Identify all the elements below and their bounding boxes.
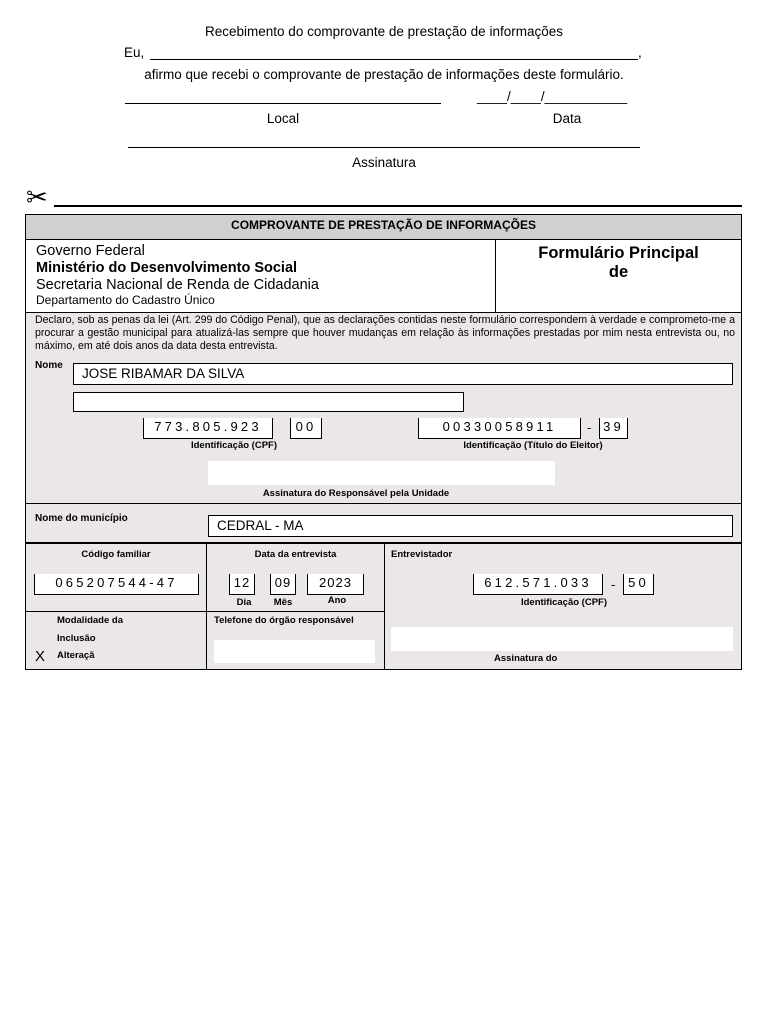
form-title-line1: Formulário Principal <box>538 244 699 262</box>
titulo-dv-field[interactable]: 39 <box>599 418 628 439</box>
secretaria-label: Secretaria Nacional de Renda de Cidadania <box>36 277 319 293</box>
alteracao-checkmark[interactable]: X <box>35 648 46 665</box>
departamento-label: Departamento do Cadastro Único <box>36 293 215 307</box>
eu-prefix: Eu, <box>124 45 145 60</box>
receipt-statement: afirmo que recebi o comprovante de prestação de informações deste formulário. <box>144 67 624 82</box>
alteracao-label[interactable]: Alteraçã <box>57 650 95 661</box>
entrevistador-cpf-dv-field[interactable]: 50 <box>623 574 654 595</box>
municipio-label: Nome do município <box>35 513 128 524</box>
entrevistador-cpf-label: Identificação (CPF) <box>520 597 608 608</box>
cpf-main-field[interactable]: 773.805.923 <box>143 418 273 439</box>
local-label: Local <box>266 111 300 126</box>
assinatura-unidade-field[interactable] <box>208 461 555 485</box>
entrevistador-cpf-main-field[interactable]: 612.571.033 <box>473 574 603 595</box>
dia-field[interactable]: 12 <box>229 574 255 595</box>
form-title-line2: de <box>608 263 629 281</box>
municipio-field[interactable]: CEDRAL - MA <box>208 515 733 537</box>
data-label: Data <box>552 111 582 126</box>
codigo-familiar-field[interactable]: 065207544-47 <box>34 574 199 595</box>
titulo-sep: - <box>587 420 592 435</box>
inclusao-label[interactable]: Inclusão <box>57 633 96 644</box>
ano-label: Ano <box>327 595 347 606</box>
eu-suffix: , <box>638 45 642 60</box>
assinatura-unidade-label: Assinatura do Responsável pela Unidade <box>262 488 450 499</box>
scissors-icon: ✂ <box>26 182 48 212</box>
cpf-label: Identificação (CPF) <box>190 440 278 451</box>
entrevistador-label: Entrevistador <box>391 549 453 560</box>
date-placeholder[interactable]: ____/____/___________ <box>477 89 628 104</box>
data-entrevista-label: Data da entrevista <box>254 549 337 560</box>
nome-label: Nome <box>35 360 63 371</box>
cpf-dv-field[interactable]: 00 <box>290 418 322 439</box>
local-line[interactable] <box>125 103 441 104</box>
signature-line[interactable] <box>128 147 640 148</box>
telefone-label: Telefone do órgão responsável <box>214 615 354 626</box>
ministry-label: Ministério do Desenvolvimento Social <box>36 260 298 276</box>
declaration-text: Declaro, sob as penas da lei (Art. 299 do Código Penal), que as declarações contidas neste formulário correspondem à verdade e comprometo-me a procurar a gestão municipal para atualizá-las sempre que houver mudanças em relação às informações prestadas por mim nesta entrevista ou, no máximo, em até dois anos da data desta entrevista. <box>35 314 735 352</box>
entrevistador-sep: - <box>611 577 616 592</box>
assinatura-entrevistador-field[interactable] <box>391 627 733 651</box>
signature-label: Assinatura <box>352 155 416 170</box>
nome-field-line2[interactable] <box>73 392 464 412</box>
comprovante-form <box>25 214 742 670</box>
ano-field[interactable]: 2023 <box>307 574 364 595</box>
titulo-main-field[interactable]: 00330058911 <box>418 418 581 439</box>
mes-label: Mês <box>273 597 293 608</box>
dia-label: Dia <box>236 597 252 608</box>
nome-field[interactable]: JOSE RIBAMAR DA SILVA <box>73 363 733 385</box>
name-signature-line[interactable] <box>150 59 638 60</box>
titulo-label: Identificação (Título do Eleitor) <box>463 440 603 451</box>
form-header: COMPROVANTE DE PRESTAÇÃO DE INFORMAÇÕES <box>26 215 741 240</box>
receipt-title: Recebimento do comprovante de prestação de informações <box>205 24 563 39</box>
telefone-field[interactable] <box>214 640 375 663</box>
codigo-familiar-label: Código familiar <box>81 549 151 560</box>
assinatura-do-label: Assinatura do <box>494 653 558 664</box>
gov-label: Governo Federal <box>36 243 145 259</box>
cut-line <box>54 205 742 207</box>
modalidade-label: Modalidade da <box>57 615 123 626</box>
mes-field[interactable]: 09 <box>270 574 296 595</box>
